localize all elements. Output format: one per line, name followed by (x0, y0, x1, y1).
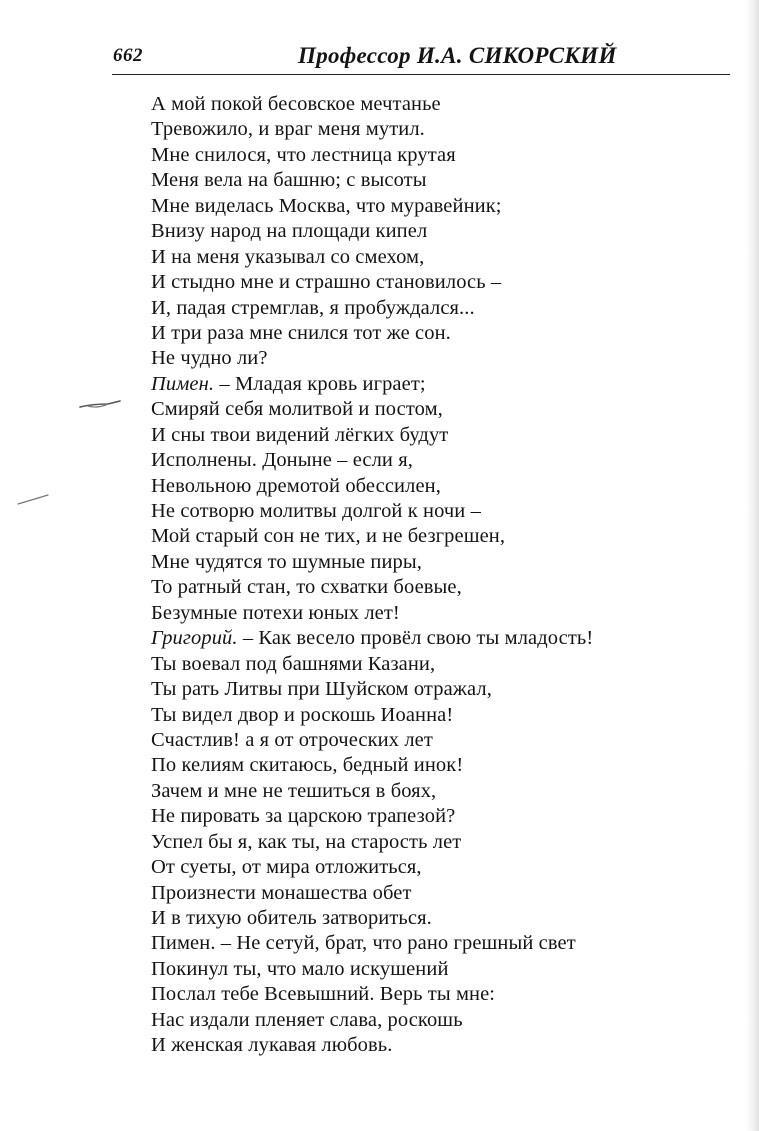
verse-line-text: Безумные потехи юных лет! (151, 601, 400, 624)
verse-line-text: А мой покой бесовское мечтанье (151, 93, 441, 115)
verse-line-text: И, падая стремглав, я пробуждался... (151, 296, 475, 319)
verse-line-text: И сны твои видений лёгких будут (151, 423, 449, 446)
verse-line (151, 397, 711, 422)
header-rule (112, 74, 730, 75)
verse-line (151, 474, 711, 499)
verse-line (151, 830, 711, 855)
verse-line (151, 855, 711, 880)
verse-line-text: Успел бы я, как ты, на старость лет (151, 830, 462, 853)
verse-line (151, 448, 711, 473)
running-title: Профессор И.А. СИКОРСКИЙ (298, 43, 617, 68)
verse-line-text: Ты рать Литвы при Шуйском отражал, (151, 678, 492, 701)
verse-line-text: Ты видел двор и роскошь Иоанна! (151, 703, 454, 726)
verse-line-text: Невольною дремотой обессилен, (151, 474, 441, 497)
verse-line-text: Смиряй себя молитвой и постом, (151, 398, 443, 421)
verse-line-text: И стыдно мне и страшно становилось – (151, 271, 502, 294)
verse-line-text: Не сотворю молитвы долгой к ночи – (151, 500, 481, 522)
verse-line (151, 117, 711, 142)
speaker-name: Григорий. (151, 627, 238, 650)
verse-line (151, 626, 711, 651)
verse-line-text: И женская лукавая любовь. (151, 1034, 393, 1057)
verse-line (151, 270, 711, 295)
verse-line (151, 423, 711, 448)
verse-line (151, 143, 711, 168)
verse-line-text: – Младая кровь играет; (214, 372, 426, 395)
verse-line-text: Мне снилося, что лестница крутая (151, 143, 456, 166)
verse-line-text: Тревожило, и враг меня мутил. (151, 118, 425, 141)
verse-line (151, 1033, 711, 1058)
verse-line (151, 728, 711, 753)
poem-text (151, 92, 711, 1059)
verse-line (151, 1008, 711, 1033)
verse-line (151, 245, 711, 270)
verse-line (151, 194, 711, 219)
verse-line (151, 524, 711, 549)
verse-line-text: Меня вела на башню; с высоты (151, 169, 427, 192)
page-number: 662 (113, 45, 143, 66)
verse-line (151, 804, 711, 829)
verse-line-text: Внизу народ на площади кипел (151, 220, 428, 243)
verse-line (151, 550, 711, 575)
verse-line-text: Счастлив! а я от отроческих лет (151, 728, 433, 751)
verse-line (151, 575, 711, 600)
pencil-mark-icon (78, 398, 122, 414)
verse-line (151, 321, 711, 346)
verse-line-text: Пимен. – Не сетуй, брат, что рано грешный свет (151, 932, 576, 955)
verse-line-text: Покинул ты, что мало искушений (151, 957, 449, 980)
verse-line (151, 982, 711, 1007)
verse-line-text: От суеты, от мира отложиться, (151, 856, 422, 879)
verse-line (151, 931, 711, 956)
verse-line-text: Нас издали пленяет слава, роскошь (151, 1008, 463, 1031)
verse-line (151, 601, 711, 626)
verse-line-text: Ты воевал под башнями Казани, (151, 652, 436, 675)
verse-line-text: Мой старый сон не тих, и не безгрешен, (151, 525, 506, 548)
verse-line (151, 703, 711, 728)
verse-line-text: По келиям скитаюсь, бедный инок! (151, 754, 464, 777)
verse-line-text: Зачем и мне не тешиться в боях, (151, 779, 437, 802)
verse-line (151, 906, 711, 931)
pencil-mark-icon (16, 493, 50, 507)
verse-line (151, 779, 711, 804)
verse-line (151, 372, 711, 397)
verse-line-text: Послал тебе Всевышний. Верь ты мне: (151, 983, 496, 1006)
verse-line-text: И в тихую обитель затвориться. (151, 907, 432, 929)
verse-line (151, 677, 711, 702)
speaker-name: Пимен. (151, 372, 215, 395)
verse-line (151, 219, 711, 244)
verse-line (151, 296, 711, 321)
verse-line (151, 881, 711, 906)
verse-line-text: И на меня указывал со смехом, (151, 245, 425, 268)
verse-line-text: Не пировать за царскою трапезой? (151, 805, 456, 828)
verse-line (151, 957, 711, 982)
verse-line-text: То ратный стан, то схватки боевые, (151, 576, 462, 599)
verse-line (151, 753, 711, 778)
verse-line (151, 92, 711, 117)
verse-line-text: Мне виделась Москва, что муравейник; (151, 194, 502, 217)
verse-line (151, 499, 711, 524)
verse-line-text: Не чудно ли? (151, 347, 268, 370)
verse-line (151, 168, 711, 193)
verse-line (151, 652, 711, 677)
verse-line-text: – Как весело провёл свою ты младость! (237, 627, 594, 650)
verse-line-text: Исполнены. Доныне – если я, (151, 449, 413, 472)
verse-line-text: И три раза мне снился тот же сон. (151, 321, 451, 344)
verse-line-text: Мне чудятся то шумные пиры, (151, 550, 422, 573)
page-edge-shadow (745, 0, 759, 1131)
verse-line-text: Произнести монашества обет (151, 881, 412, 904)
verse-line (151, 346, 711, 371)
